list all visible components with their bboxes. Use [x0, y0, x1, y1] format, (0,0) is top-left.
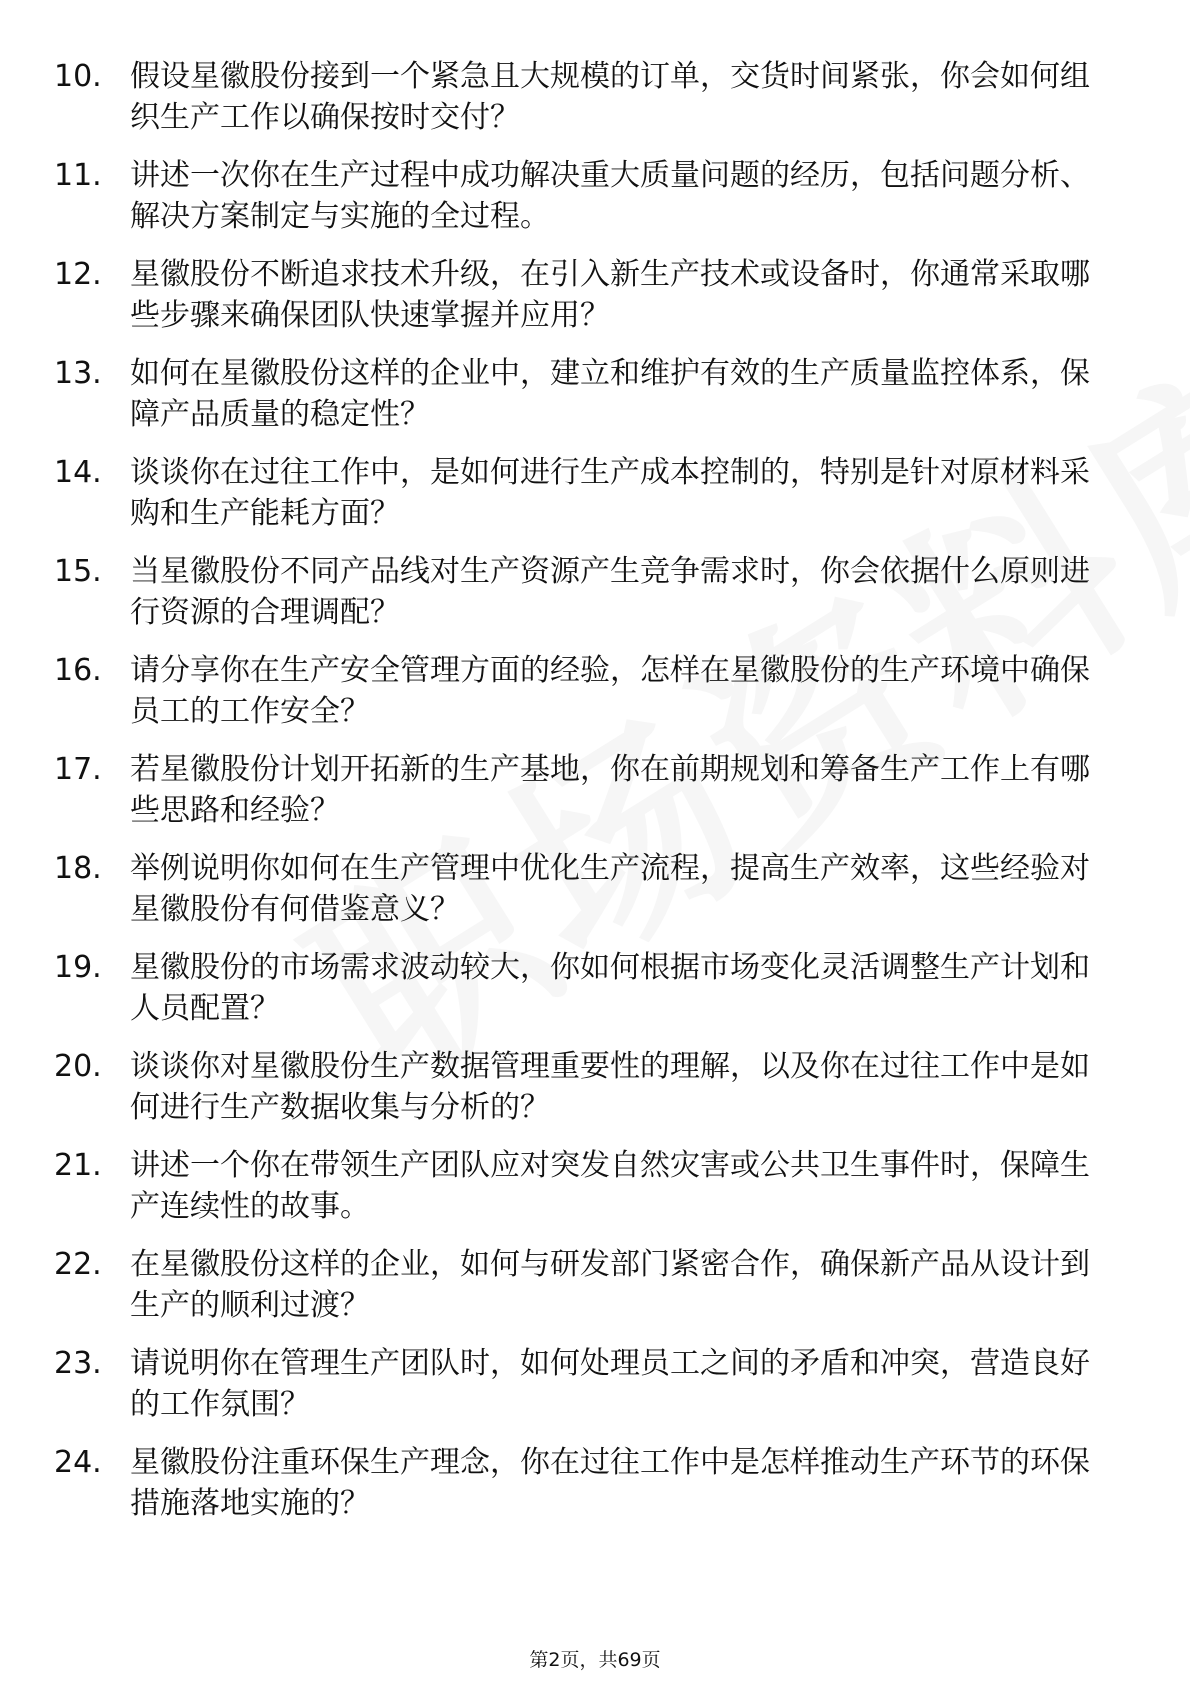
list-item	[0, 848, 1190, 947]
list-item	[0, 254, 1190, 353]
question-text: 在星徽股份这样的企业，如何与研发部门紧密合作，确保新产品从设计到生产的顺利过渡？	[130, 1247, 1090, 1323]
list-item	[0, 650, 1190, 749]
question-text: 假设星徽股份接到一个紧急且大规模的订单，交货时间紧张，你会如何组织生产工作以确保按时交付？	[130, 59, 1090, 135]
list-item	[0, 947, 1190, 1046]
question-text: 如何在星徽股份这样的企业中，建立和维护有效的生产质量监控体系，保障产品质量的稳定性？	[130, 356, 1090, 432]
list-item	[0, 1442, 1190, 1541]
question-text: 星徽股份不断追求技术升级，在引入新生产技术或设备时，你通常采取哪些步骤来确保团队快速掌握并应用？	[130, 257, 1090, 333]
question-text: 谈谈你对星徽股份生产数据管理重要性的理解，以及你在过往工作中是如何进行生产数据收集与分析的？	[130, 1049, 1090, 1125]
question-text: 请说明你在管理生产团队时，如何处理员工之间的矛盾和冲突，营造良好的工作氛围？	[130, 1346, 1090, 1422]
question-number: 21.	[54, 1148, 102, 1183]
question-number: 23.	[54, 1346, 102, 1381]
list-item	[0, 1145, 1190, 1244]
question-list	[0, 56, 1190, 1541]
question-number: 12.	[54, 257, 102, 292]
question-number: 18.	[54, 851, 102, 886]
question-text: 若星徽股份计划开拓新的生产基地，你在前期规划和筹备生产工作上有哪些思路和经验？	[130, 752, 1090, 828]
question-number: 16.	[54, 653, 102, 688]
question-number: 14.	[54, 455, 102, 490]
question-text: 举例说明你如何在生产管理中优化生产流程，提高生产效率，这些经验对星徽股份有何借鉴意义？	[130, 851, 1090, 927]
question-text: 谈谈你在过往工作中，是如何进行生产成本控制的，特别是针对原材料采购和生产能耗方面？	[130, 455, 1090, 531]
list-item	[0, 1343, 1190, 1442]
question-number: 22.	[54, 1247, 102, 1282]
question-number: 13.	[54, 356, 102, 391]
question-text: 星徽股份注重环保生产理念，你在过往工作中是怎样推动生产环节的环保措施落地实施的？	[130, 1445, 1090, 1521]
list-item	[0, 1244, 1190, 1343]
question-text: 当星徽股份不同产品线对生产资源产生竞争需求时，你会依据什么原则进行资源的合理调配？	[130, 554, 1090, 630]
question-text: 讲述一次你在生产过程中成功解决重大质量问题的经历，包括问题分析、解决方案制定与实施的全过程。	[130, 158, 1090, 234]
question-number: 19.	[54, 950, 102, 985]
question-number: 24.	[54, 1445, 102, 1480]
question-text: 讲述一个你在带领生产团队应对突发自然灾害或公共卫生事件时，保障生产连续性的故事。	[130, 1148, 1090, 1224]
list-item	[0, 551, 1190, 650]
list-item	[0, 452, 1190, 551]
question-number: 11.	[54, 158, 102, 193]
question-text: 请分享你在生产安全管理方面的经验，怎样在星徽股份的生产环境中确保员工的工作安全？	[130, 653, 1090, 729]
list-item	[0, 1046, 1190, 1145]
list-item	[0, 353, 1190, 452]
question-number: 15.	[54, 554, 102, 589]
question-number: 10.	[54, 59, 102, 94]
list-item	[0, 749, 1190, 848]
question-text: 星徽股份的市场需求波动较大，你如何根据市场变化灵活调整生产计划和人员配置？	[130, 950, 1090, 1026]
page-number-footer: 第2页，共69页	[529, 1649, 661, 1671]
question-number: 17.	[54, 752, 102, 787]
question-number: 20.	[54, 1049, 102, 1084]
list-item	[0, 56, 1190, 155]
list-item	[0, 155, 1190, 254]
